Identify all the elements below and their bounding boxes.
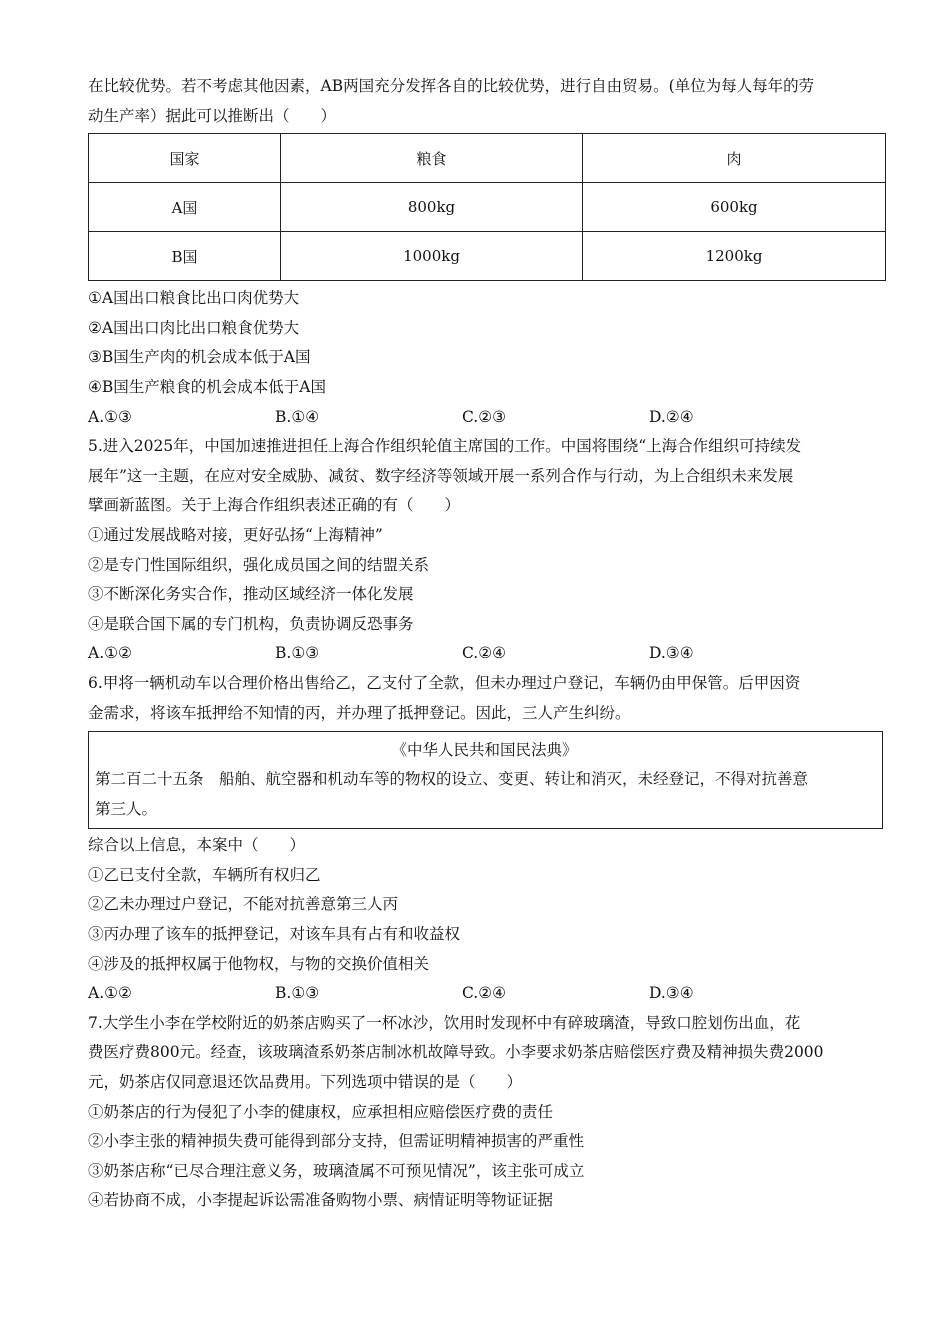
q7-stem (88, 1009, 883, 1098)
q7-statements (88, 1098, 883, 1216)
q6-stem-line: 6.甲将一辆机动车以合理价格出售给乙，乙支付了全款，但未办理过户登记，车辆仍由甲保管。后甲因资 (88, 673, 801, 692)
q5-stem-line: 擘画新蓝图。关于上海合作组织表述正确的有（ ） (88, 496, 461, 515)
statement: ④是联合国下属的专门机构，负责协调反恐事务 (88, 614, 414, 633)
q6-question: 综合以上信息，本案中（ ） (88, 836, 306, 855)
exam-page (88, 72, 883, 1216)
statement: ③不断深化务实合作，推动区域经济一体化发展 (88, 585, 414, 604)
option-b: B.①③ (275, 644, 320, 663)
table-row (89, 232, 886, 281)
q5-stem (88, 432, 883, 521)
option-c: C.②④ (462, 984, 507, 1003)
table-header-row (89, 134, 886, 183)
statement: ④若协商不成，小李提起诉讼需准备购物小票、病情证明等物证证据 (88, 1191, 554, 1210)
statement: ④B国生产粮食的机会成本低于A国 (88, 377, 326, 396)
option-d: D.③④ (649, 644, 694, 663)
statement: ①A国出口粮食比出口肉优势大 (88, 289, 300, 308)
statement: ③奶茶店称“已尽合理注意义务，玻璃渣属不可预见情况”，该主张可成立 (88, 1161, 585, 1180)
q7-stem-line: 7.大学生小李在学校附近的奶茶店购买了一杯冰沙，饮用时发现杯中有碎玻璃渣，导致口腔划伤出血，花 (88, 1013, 801, 1032)
option-a: A.①② (88, 644, 132, 663)
q7-stem-line: 费医疗费800元。经查，该玻璃渣系奶茶店制冰机故障导致。小李要求奶茶店赔偿医疗费及精神损失费2000 (88, 1043, 824, 1062)
productivity-table (88, 133, 886, 281)
civil-code-box (88, 731, 883, 829)
table-header-cell: 国家 (89, 134, 281, 183)
q5-options (88, 639, 883, 669)
law-body-line: 第三人。 (95, 799, 158, 818)
option-a: A.①③ (88, 407, 132, 426)
law-body-line: 第二百二十五条 船舶、航空器和机动车等的物权的设立、变更、转让和消灭，未经登记，不得对抗善意 (95, 770, 809, 789)
table-cell: B国 (89, 232, 281, 281)
q6-statements (88, 861, 883, 979)
statement: ③丙办理了该车的抵押登记，对该车具有占有和收益权 (88, 925, 461, 944)
q5-stem-line: 展年”这一主题，在应对安全威胁、减贫、数字经济等领域开展一系列合作与行动，为上合组织未来发展 (88, 466, 794, 485)
q6-stem-line: 金需求，将该车抵押给不知情的丙，并办理了抵押登记。因此，三人产生纠纷。 (88, 703, 631, 722)
table-cell: 1000kg (281, 232, 583, 281)
q5-stem-line: 5.进入2025年，中国加速推进担任上海合作组织轮值主席国的工作。中国将围绕“上海合作组织可持续发 (88, 437, 802, 456)
option-c: C.②④ (462, 644, 507, 663)
statement: ②是专门性国际组织，强化成员国之间的结盟关系 (88, 555, 430, 574)
statement: ①奶茶店的行为侵犯了小李的健康权，应承担相应赔偿医疗费的责任 (88, 1102, 554, 1121)
law-title: 《中华人民共和国民法典》 (391, 741, 578, 760)
statement: ②小李主张的精神损失费可能得到部分支持，但需证明精神损害的严重性 (88, 1132, 585, 1151)
q7-stem-line: 元，奶茶店仅同意退还饮品费用。下列选项中错误的是（ ） (88, 1073, 523, 1092)
q4-statements (88, 284, 883, 402)
q6-stem (88, 669, 883, 728)
table-cell: A国 (89, 183, 281, 232)
table-header-cell: 肉 (583, 134, 886, 183)
statement: ②A国出口肉比出口粮食优势大 (88, 318, 300, 337)
statement: ①通过发展战略对接，更好弘扬“上海精神” (88, 525, 383, 544)
option-c: C.②③ (462, 407, 507, 426)
table-cell: 1200kg (583, 232, 886, 281)
table-row (89, 183, 886, 232)
statement: ③B国生产肉的机会成本低于A国 (88, 348, 311, 367)
table-header-cell: 粮食 (281, 134, 583, 183)
option-a: A.①② (88, 984, 132, 1003)
q4-intro-line: 在比较优势。若不考虑其他因素，AB两国充分发挥各自的比较优势，进行自由贸易。(单位为每人每年的劳 (88, 77, 815, 95)
q4-intro (88, 72, 883, 131)
statement: ①乙已支付全款，车辆所有权归乙 (88, 865, 321, 884)
q5-statements (88, 521, 883, 639)
q4-options (88, 403, 883, 433)
statement: ②乙未办理过户登记，不能对抗善意第三人丙 (88, 895, 399, 914)
option-d: D.②④ (649, 407, 694, 426)
option-d: D.③④ (649, 984, 694, 1003)
q4-intro-line: 动生产率）据此可以推断出（ ） (88, 106, 337, 125)
table-cell: 800kg (281, 183, 583, 232)
q6-options (88, 979, 883, 1009)
option-b: B.①④ (275, 407, 320, 426)
table-cell: 600kg (583, 183, 886, 232)
option-b: B.①③ (275, 984, 320, 1003)
statement: ④涉及的抵押权属于他物权，与物的交换价值相关 (88, 954, 430, 973)
